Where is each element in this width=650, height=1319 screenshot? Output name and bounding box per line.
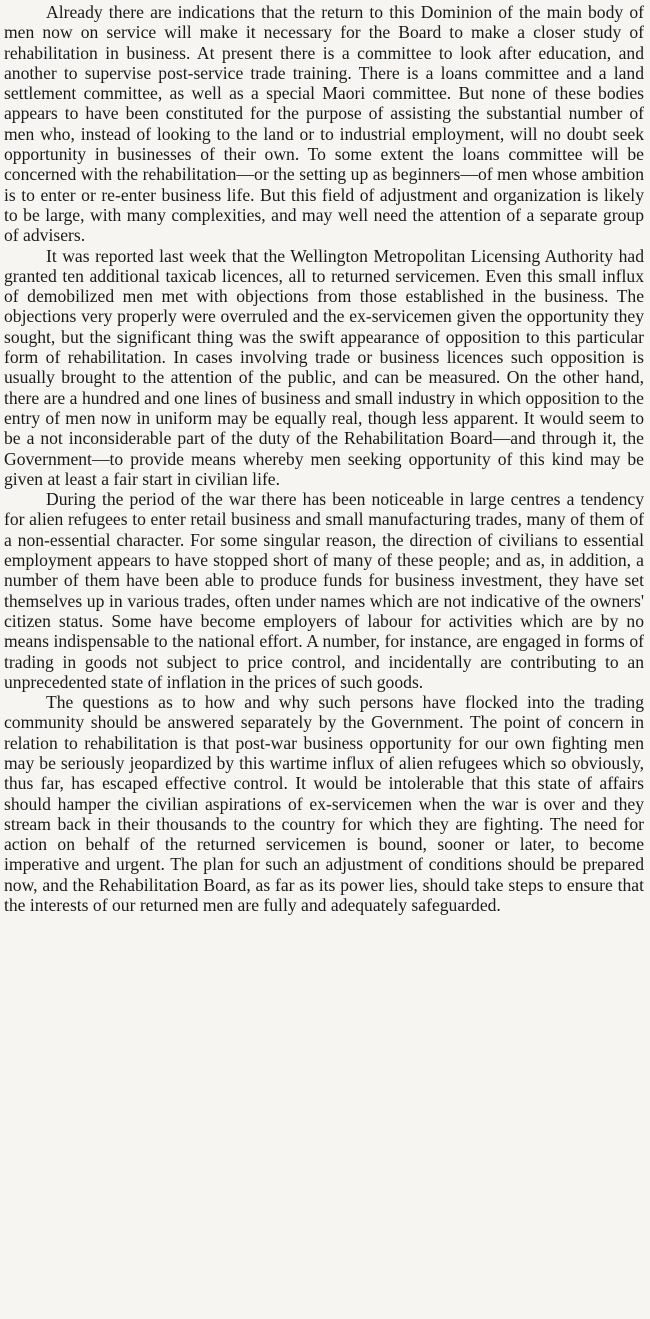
paragraph-4: The questions as to how and why such persons have flocked into the trading community should be answered separately by the Government. The point of concern in relation to rehabilitation is that post-war business opportunity for our own fighting men may be seriously jeopardized by this wartime influx of alien refugees which so obviously, thus far, has escaped effective control. It would be intolerable that this state of affairs should hamper the civilian aspirations of ex-servicemen when the war is over and they stream back in their thousands to the country for which they are fighting. The need for action on behalf of the returned servicemen is bound, sooner or later, to become imperative and urgent. The plan for such an adjustment of conditions should be prepared now, and the Rehabilitation Board, as far as its power lies, should take steps to ensure that the interests of our returned men are fully and adequately safeguarded. xyxy=(4,692,644,916)
paragraph-3: During the period of the war there has been noticeable in large centres a tendency for alien refugees to enter retail business and small manufacturing trades, many of them of a non-essential character. For some singular reason, the direction of civilians to essential employment appears to have stopped short of many of these people; and as, in addition, a number of them have been able to produce funds for business investment, they have set themselves up in various trades, often under names which are not indicative of the owners' citizen status. Some have become employers of labour for activities which are by no means indispensable to the national effort. A number, for instance, are engaged in forms of trading in goods not subject to price control, and incidentally are contributing to an unprecedented state of inflation in the prices of such goods. xyxy=(4,489,644,692)
article-column xyxy=(4,2,644,915)
paragraph-2: It was reported last week that the Wellington Metropolitan Licensing Authority had granted ten additional taxicab licences, all to returned servicemen. Even this small influx of demobilized men met with objections from those established in the business. The objections very properly were overruled and the ex-servicemen given the opportunity they sought, but the significant thing was the swift appearance of opposition to this particular form of rehabilitation. In cases involving trade or business licences such opposition is usually brought to the attention of the public, and can be measured. On the other hand, there are a hundred and one lines of business and small industry in which opposition to the entry of men now in uniform may be equally real, though less apparent. It would seem to be a not inconsiderable part of the duty of the Rehabilitation Board—and through it, the Government—to provide means whereby men seeking opportunity of this kind may be given at least a fair start in civilian life. xyxy=(4,245,644,489)
paragraph-1: Already there are indications that the return to this Dominion of the main body of men now on service will make it necessary for the Board to make a closer study of rehabilitation in business. At present there is a committee to look after education, and another to supervise post-service trade training. There is a loans committee and a land settlement committee, as well as a special Maori committee. But none of these bodies appears to have been constituted for the purpose of assisting the substantial number of men who, instead of looking to the land or to industrial employment, will no doubt seek opportunity in businesses of their own. To some extent the loans committee will be concerned with the rehabilitation—or the setting up as beginners—of men whose ambition is to enter or re-enter business life. But this field of adjustment and organization is likely to be large, with many complexities, and may well need the attention of a separate group of advisers. xyxy=(4,2,644,246)
